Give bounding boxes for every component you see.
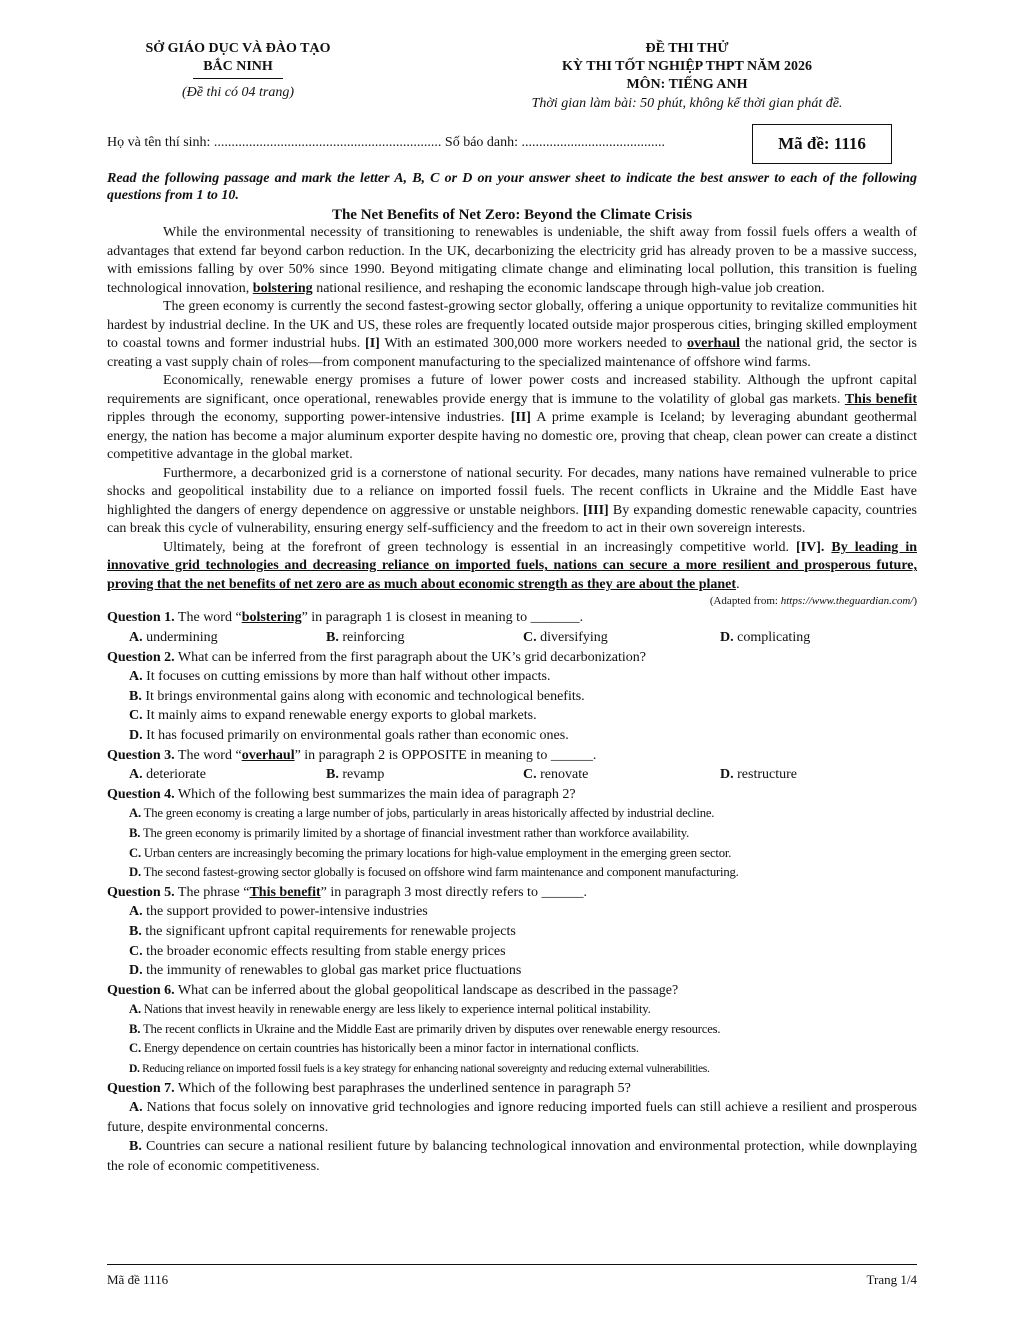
source-note [107, 594, 917, 608]
paragraph-2 [107, 298, 917, 372]
department-name: SỞ GIÁO DỤC VÀ ĐÀO TẠO [145, 41, 331, 56]
paragraph-1 [107, 224, 917, 298]
option-d[interactable] [107, 961, 917, 981]
option-d[interactable] [720, 628, 917, 648]
option-text: It brings environmental gains along with economic and technological benefits. [141, 688, 585, 704]
p3-text: ripples through the economy, supporting power-intensive industries. [107, 410, 511, 426]
option-letter: B. [129, 1021, 141, 1036]
option-text: the significant upfront capital requirements for renewable projects [141, 923, 516, 939]
option-text: It has focused primarily on environmental goals rather than economic ones. [142, 727, 569, 743]
option-letter: D. [129, 727, 143, 743]
question-number: Question 1. [107, 610, 175, 626]
option-letter: A. [129, 767, 143, 783]
option-letter: C. [129, 1041, 141, 1056]
option-b[interactable] [107, 824, 917, 844]
option-b[interactable] [107, 922, 917, 942]
exam-title: ĐỀ THI THỬ [645, 41, 729, 56]
marker: [I] [365, 336, 380, 352]
option-text: It focuses on cutting emissions by more than half without other impacts. [142, 669, 551, 685]
option-letter: D. [720, 630, 734, 645]
option-letter: A. [129, 1100, 143, 1116]
pages-note: (Đề thi có 04 trang) [182, 85, 294, 100]
option-text: The green economy is creating a large number of jobs, particularly in areas historically affected by industrial decline. [140, 806, 715, 821]
option-text: Nations that focus solely on innovative grid technologies and ignore reducing imported fuels can still achieve a resilient and prosperous future, despite environmental concerns. [107, 1100, 917, 1135]
question-6 [107, 981, 917, 1001]
marker: [III] [583, 502, 609, 518]
question-7 [107, 1079, 917, 1099]
question-3 [107, 746, 917, 766]
exam-name: KỲ THI TỐT NGHIỆP THPT NĂM 2026 [562, 59, 812, 74]
marker: [II] [510, 410, 531, 426]
option-c[interactable] [107, 1039, 917, 1059]
question-text: The word “ [174, 747, 242, 763]
option-b[interactable] [326, 628, 523, 648]
subject: MÔN: TIẾNG ANH [626, 77, 748, 92]
option-letter: B. [129, 1139, 142, 1155]
option-b[interactable] [107, 1137, 917, 1176]
footer-exam-code: Mã đề 1116 [107, 1272, 169, 1287]
passage-title: The Net Benefits of Net Zero: Beyond the Climate Crisis [331, 207, 693, 223]
instruction: Read the following passage and mark the letter A, B, C or D on your answer sheet to indicate the best answer to each of the following questions from 1 to 10. [107, 171, 917, 203]
option-c[interactable] [107, 706, 917, 726]
option-letter: A. [129, 904, 143, 920]
option-letter: A. [129, 669, 143, 685]
option-letter: D. [129, 865, 141, 880]
question-keyword: bolstering [241, 610, 302, 626]
source-end: ) [913, 595, 917, 608]
option-text: Reducing reliance on imported fossil fuels is a key strategy for enhancing national sovereignty and reducing external vulnerabilities. [139, 1062, 710, 1076]
paragraph-4 [107, 465, 917, 539]
p2-text: With an estimated 300,000 more workers needed to [379, 336, 688, 352]
question-text: Which of the following best paraphrases the underlined sentence in paragraph 5? [174, 1080, 631, 1096]
question-text: The word “ [174, 610, 242, 626]
option-text: complicating [733, 630, 811, 645]
option-a[interactable] [107, 902, 917, 922]
p1-text: While the environmental necessity of transitioning to renewables is undeniable, the shift away from fossil fuels offers a wealth of advantages that extend far beyond carbon reduction. In the UK, decarbonizing the electricity grid has already proven to be a massive success, with emissions falling by over 50% since 1990. Beyond mitigating climate change and eliminating local pollution, this transition is fueling technological innovation, [107, 225, 917, 296]
option-letter: C. [523, 767, 537, 783]
option-text: undermining [142, 630, 218, 645]
candidate-fields: Họ và tên thí sinh: ................................................................. Số báo danh: ......................................... [107, 135, 666, 150]
option-text: the immunity of renewables to global gas market price fluctuations [142, 963, 522, 979]
option-letter: C. [129, 845, 141, 860]
option-a[interactable] [107, 1098, 917, 1137]
option-d[interactable] [107, 863, 917, 883]
option-a[interactable] [107, 1000, 917, 1020]
option-text: Urban centers are increasingly becoming the primary locations for high-value employment in the emerging green sector. [140, 845, 732, 860]
option-d[interactable] [107, 726, 917, 746]
p4-text: Furthermore, a decarbonized grid is a cornerstone of national security. For decades, many nations have remained vulnerable to price shocks and geopolitical instability due to a reliance on imported fossil fuels. The recent conflicts in Ukraine and the Middle East have highlighted the dangers of energy dependence on aggressive or unstable neighbors. [107, 465, 917, 518]
source-url: https://www.theguardian.com/ [780, 595, 914, 608]
paragraph-5 [107, 539, 917, 595]
question-4 [107, 785, 917, 805]
option-text: the support provided to power-intensive industries [142, 904, 428, 920]
option-text: reinforcing [338, 630, 405, 645]
underlined-word: overhaul [687, 336, 740, 352]
option-text: The green economy is primarily limited by a shortage of financial investment rather than workforce availability. [140, 825, 690, 840]
exam-header [107, 40, 917, 118]
option-c[interactable] [107, 942, 917, 962]
option-text: deteriorate [142, 767, 206, 783]
exam-page [107, 40, 917, 1177]
candidate-info [107, 124, 917, 158]
option-text: Nations that invest heavily in renewable energy are less likely to experience internal political instability. [140, 1002, 651, 1017]
option-b[interactable] [326, 765, 523, 785]
question-number: Question 4. [107, 786, 175, 802]
option-letter: A. [129, 1002, 141, 1017]
option-letter: A. [129, 630, 143, 645]
source-label: (Adapted from: [709, 595, 781, 608]
option-text: revamp [338, 767, 385, 783]
option-text: The second fastest-growing sector globally is focused on offshore wind farm maintenance and component manufacturing. [140, 865, 739, 880]
option-a[interactable] [107, 667, 917, 687]
province-name: BẮC NINH [203, 59, 273, 74]
underlined-sentence: By leading in innovative grid technologies and decreasing reliance on imported fuels, nations can secure a more resilient and prosperous future, proving that the net benefits of net zero are as much about economic strength as they are about the planet [107, 539, 917, 592]
page-footer [107, 1264, 917, 1287]
option-b[interactable] [107, 1020, 917, 1040]
question-text: ” in paragraph 1 is closest in meaning to _______. [301, 610, 584, 626]
option-letter: C. [129, 708, 143, 724]
option-text: The recent conflicts in Ukraine and the Middle East are primarily driven by disputes over renewable energy resources. [140, 1021, 721, 1036]
option-text: the broader economic effects resulting from stable energy prices [142, 943, 506, 959]
exam-info-block [457, 40, 917, 114]
marker: [IV]. [795, 539, 825, 555]
option-letter: B. [129, 825, 141, 840]
question-keyword: overhaul [241, 747, 295, 763]
p2-text: the national grid, the sector is creating a vast supply chain of roles—from component manufacturing to the specialized maintenance of offshore wind farms. [107, 336, 918, 370]
question-number: Question 2. [107, 649, 175, 665]
option-text: Energy dependence on certain countries has historically been a minor factor in international conflicts. [140, 1041, 639, 1056]
question-keyword: This benefit [249, 884, 321, 900]
p4-text: By expanding domestic renewable capacity, countries can break this cycle of vulnerability, ensuring energy self-sufficiency and the freedom to act in their own sovereign interests. [107, 502, 917, 537]
option-b[interactable] [107, 687, 917, 707]
underlined-word: bolstering [252, 280, 313, 296]
question-3-options [107, 765, 917, 785]
option-text: It mainly aims to expand renewable energy exports to global markets. [142, 708, 537, 724]
question-number: Question 3. [107, 747, 175, 763]
underlined-phrase: This benefit [844, 391, 917, 407]
option-c[interactable] [523, 765, 720, 785]
option-text: renovate [536, 767, 589, 783]
question-number: Question 6. [107, 982, 175, 998]
question-text: ” in paragraph 3 most directly refers to ______. [320, 884, 587, 900]
option-letter: B. [129, 923, 142, 939]
department-block [107, 40, 369, 103]
question-number: Question 7. [107, 1080, 175, 1096]
option-letter: D. [129, 1062, 140, 1076]
question-2 [107, 648, 917, 668]
question-text: ” in paragraph 2 is OPPOSITE in meaning to ______. [294, 747, 597, 763]
question-text: What can be inferred from the first paragraph about the UK’s grid decarbonization? [174, 649, 646, 665]
time-note: Thời gian làm bài: 50 phút, không kể thời gian phát đề. [531, 96, 843, 111]
p3-text: Economically, renewable energy promises a future of lower power costs and increased stability. Although the upfront capital requirements are significant, once operational, renewables provide energy that is immune to the volatility of global gas markets. [107, 373, 917, 407]
option-c[interactable] [523, 628, 720, 648]
exam-code-box: Mã đề: 1116 [752, 124, 892, 164]
option-letter: B. [326, 767, 339, 783]
option-letter: D. [129, 963, 143, 979]
option-c[interactable] [107, 844, 917, 864]
option-letter: C. [129, 943, 143, 959]
footer-page-number: Trang 1/4 [866, 1272, 917, 1287]
option-a[interactable] [107, 804, 917, 824]
option-text: restructure [733, 767, 797, 783]
question-number: Question 5. [107, 884, 175, 900]
p3-text: A prime example is Iceland; by leveraging abundant geothermal energy, the nation has become a major aluminum exporter despite having no domestic ore, proving that cheap, clean power can create a distinct competitive advantage in the global market. [107, 410, 917, 463]
option-a[interactable] [129, 628, 326, 648]
question-text: What can be inferred about the global geopolitical landscape as described in the passage? [174, 982, 679, 998]
option-d[interactable] [720, 765, 917, 785]
option-letter: B. [326, 630, 339, 645]
option-a[interactable] [129, 765, 326, 785]
option-text: diversifying [536, 630, 608, 645]
paragraph-3 [107, 372, 917, 465]
option-d[interactable] [107, 1059, 917, 1079]
option-letter: B. [129, 688, 142, 704]
option-text: Countries can secure a national resilient future by balancing technological innovation and environmental protection, while downplaying the role of economic competitiveness. [107, 1139, 917, 1175]
option-letter: C. [523, 630, 537, 645]
p1-text: national resilience, and reshaping the economic landscape through high-value job creation. [312, 280, 825, 296]
header-divider [193, 78, 283, 79]
option-letter: A. [129, 806, 141, 821]
question-1-options [107, 628, 917, 648]
option-letter: D. [720, 767, 734, 783]
p5-text: . [736, 576, 740, 592]
question-5 [107, 883, 917, 903]
p2-text: The green economy is currently the second fastest-growing sector globally, offering a unique opportunity to revitalize communities hit hardest by industrial decline. In the UK and US, these roles are frequently located outside major prosperous cities, bringing skilled employment to coastal towns and former industrial hubs. [107, 299, 917, 352]
question-text: The phrase “ [174, 884, 250, 900]
p5-text: Ultimately, being at the forefront of green technology is essential in an increasingly competitive world. [163, 539, 796, 555]
question-1 [107, 608, 917, 628]
question-text: Which of the following best summarizes the main idea of paragraph 2? [174, 786, 576, 802]
